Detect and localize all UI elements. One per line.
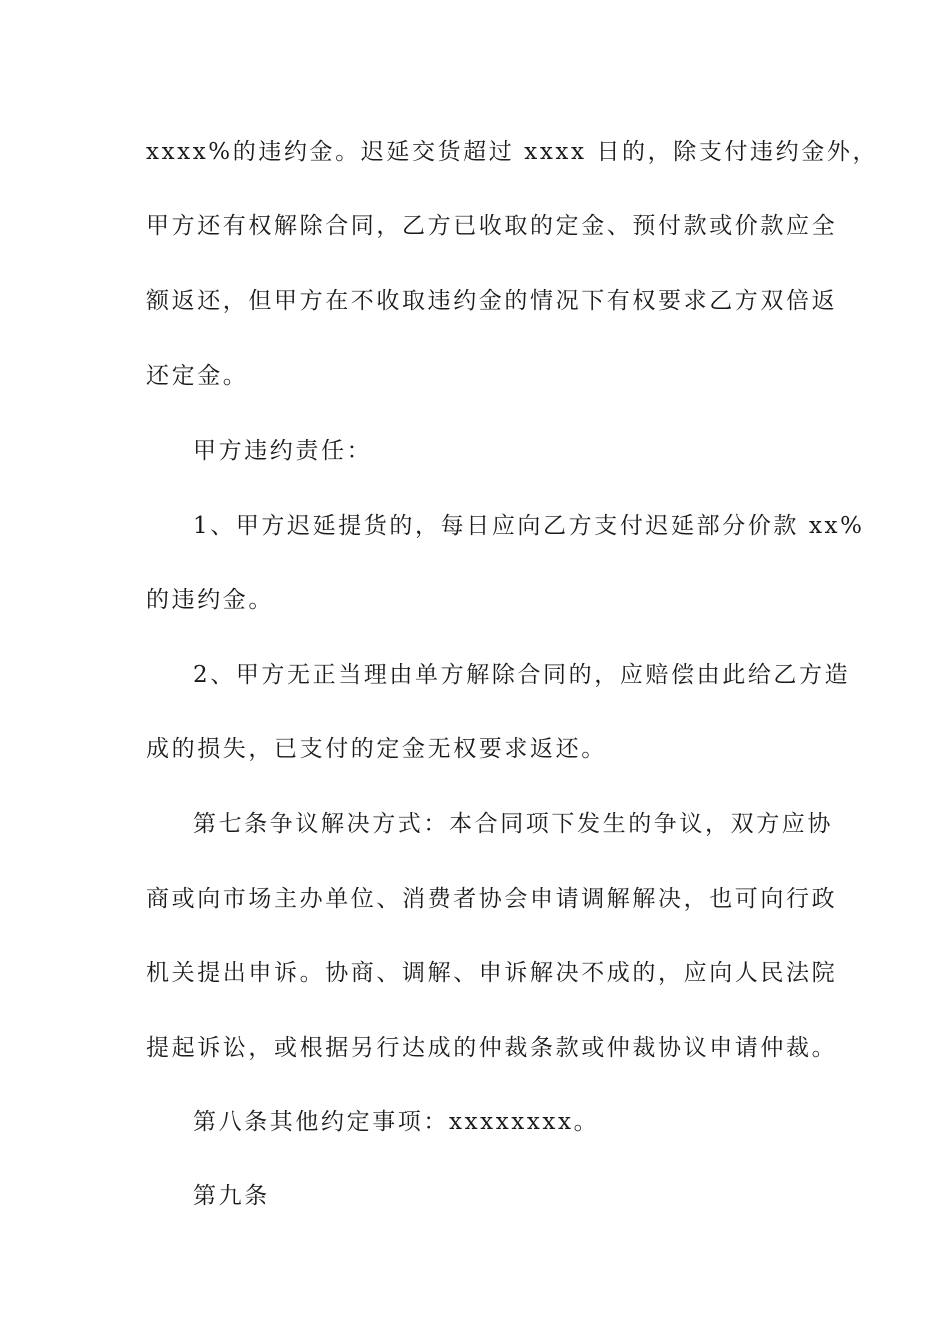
article-8-line: 第八条其他约定事项：xxxxxxxx。 (193, 1109, 600, 1135)
section-heading-party-a-liability: 甲方违约责任： (193, 438, 373, 464)
text-line-9: 成的损失，已支付的定金无权要求返还。 (146, 736, 607, 762)
text-line-11: 商或向市场主办单位、消费者协会申请调解解决，也可向行政 (146, 886, 838, 912)
text-line-8: 2、甲方无正当理由单方解除合同的，应赔偿由此给乙方造 (193, 662, 851, 688)
text-line-6: 1、甲方迟延提货的，每日应向乙方支付迟延部分价款 xx% (193, 513, 865, 539)
text-line-12: 机关提出申诉。协商、调解、申诉解决不成的，应向人民法院 (146, 960, 838, 986)
article-7-heading-line: 第七条争议解决方式：本合同项下发生的争议，双方应协 (193, 811, 833, 837)
text-line-13: 提起诉讼，或根据另行达成的仲裁条款或仲裁协议申请仲裁。 (146, 1035, 838, 1061)
text-line-1: xxxx%的违约金。迟延交货超过 xxxx 日的，除支付违约金外， (146, 139, 879, 165)
text-line-3: 额返还，但甲方在不收取违约金的情况下有权要求乙方双倍返 (146, 288, 838, 314)
article-9-line: 第九条 (193, 1183, 270, 1209)
text-line-4: 还定金。 (146, 363, 249, 389)
text-line-2: 甲方还有权解除合同，乙方已收取的定金、预付款或价款应全 (146, 213, 838, 239)
text-line-7: 的违约金。 (146, 587, 274, 613)
